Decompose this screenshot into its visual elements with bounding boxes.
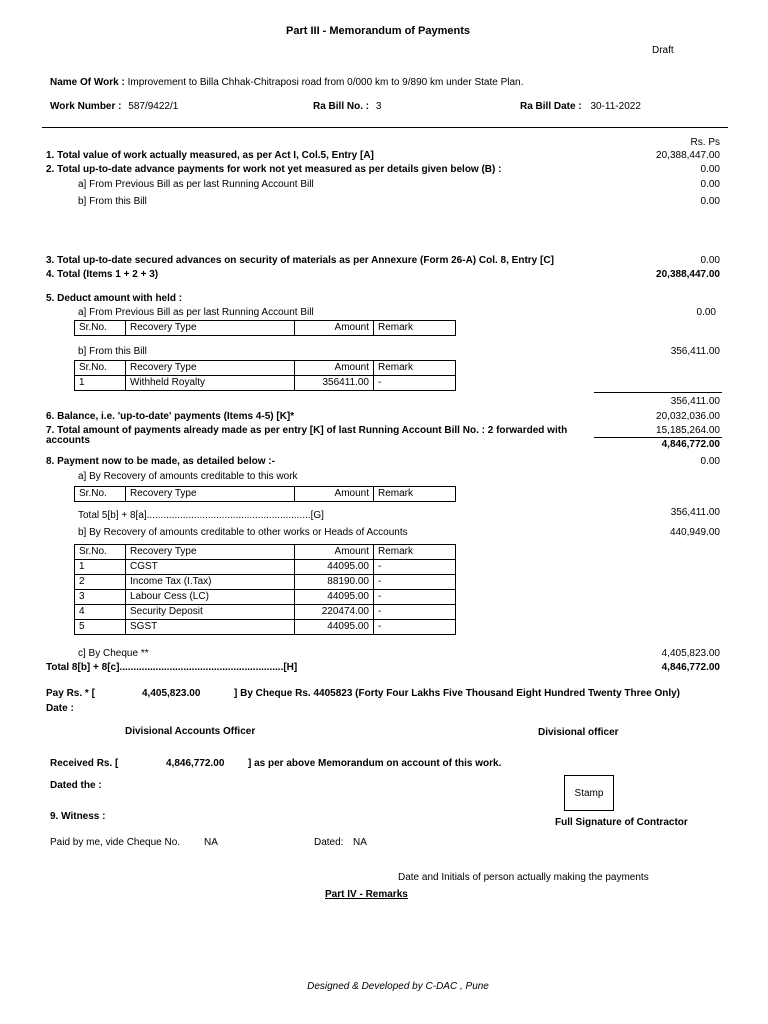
pay-date-label: Date : [46,703,74,714]
item-5-text: 5. Deduct amount with held : [46,293,183,304]
work-number-label: Work Number : [50,101,122,112]
ra-date-label: Ra Bill Date : [520,101,582,112]
paid-dated-label: Dated: [314,837,344,848]
item-2b-value: 0.00 [700,196,720,207]
item-8c-text: c] By Cheque ** [78,648,149,659]
total-8-text: Total 8[b] + 8[c]...........................................................[H] [46,662,298,673]
col-recovery-type: Recovery Type [126,361,295,376]
contractor-signature-label: Full Signature of Contractor [555,817,688,828]
col-srno: Sr.No. [75,321,126,336]
table-header-row [75,321,456,336]
item-4-text: 4. Total (Items 1 + 2 + 3) [46,269,159,280]
row-remark: - [374,575,456,590]
row-srno: 1 [75,376,126,391]
part4-title: Part IV - Remarks [325,889,408,900]
item-2-text: 2. Total up-to-date advance payments for work not yet measured as per details given below (B) : [46,164,502,175]
page-title: Part III - Memorandum of Payments [286,25,470,37]
item-8a-text: a] By Recovery of amounts creditable to this work [78,471,298,482]
initials-text: Date and Initials of person actually making the payments [398,872,649,883]
item-2a-value: 0.00 [700,179,720,190]
row-srno: 1 [75,560,126,575]
item-7-net: 4,846,772.00 [661,439,720,450]
table-row [75,560,456,575]
received-amount: 4,846,772.00 [166,758,225,769]
total-5b-8a-text: Total 5[b] + 8[a]...........................................................[G] [78,510,324,521]
item-5a-text: a] From Previous Bill as per last Running Account Bill [78,307,314,318]
recovery-table-8b [74,544,456,635]
col-srno: Sr.No. [75,545,126,560]
recovery-table-5a [74,320,456,336]
row-recovery-type: Labour Cess (LC) [126,590,295,605]
col-recovery-type: Recovery Type [126,487,295,502]
row-remark: - [374,620,456,635]
recovery-table-5b [74,360,456,391]
col-remark: Remark [374,361,456,376]
row-srno: 4 [75,605,126,620]
item-8-text: 8. Payment now to be made, as detailed below :- [46,456,275,467]
table-header-row [75,487,456,502]
col-srno: Sr.No. [75,487,126,502]
stamp-box: Stamp [564,775,614,811]
ra-bill-row [313,101,381,112]
col-remark: Remark [374,545,456,560]
table-row [75,605,456,620]
pay-cheque-text: ] By Cheque Rs. 4405823 (Forty Four Lakhs Five Thousand Eight Hundred Twenty Three Only) [234,688,681,699]
work-number-value: 587/9422/1 [128,101,179,112]
ra-bill-value: 3 [375,101,382,112]
pay-amount: 4,405,823.00 [142,688,201,699]
col-srno: Sr.No. [75,361,126,376]
col-amount: Amount [295,361,374,376]
dated-label: Dated the : [50,780,102,791]
item-8-value: 0.00 [700,456,720,467]
col-remark: Remark [374,321,456,336]
item-8b-value: 440,949.00 [669,527,720,538]
item-2a-text: a] From Previous Bill as per last Running Account Bill [78,179,314,190]
item-5a-value: 0.00 [696,307,716,318]
received-text: ] as per above Memorandum on account of this work. [248,758,502,769]
row-srno: 2 [75,575,126,590]
ra-bill-label: Ra Bill No. : [313,101,370,112]
currency-header: Rs. Ps [690,137,720,148]
header-divider [42,127,728,128]
work-name-value: Improvement to Billa Chhak-Chitraposi road from 0/000 km to 9/890 km under State Plan. [127,77,524,88]
row-remark: - [374,376,456,391]
row-srno: 3 [75,590,126,605]
item-1-value: 20,388,447.00 [656,150,720,161]
item-1-text: 1. Total value of work actually measured, as per Act I, Col.5, Entry [A] [46,150,374,161]
cheque-no-value: NA [204,837,218,848]
divisional-accounts-officer: Divisional Accounts Officer [125,726,256,737]
item-2b-text: b] From this Bill [78,196,147,207]
row-amount: 44095.00 [295,560,374,575]
item-6-value: 20,032,036.00 [656,411,720,422]
item-5-total: 356,411.00 [670,396,720,407]
table-header-row [75,545,456,560]
col-remark: Remark [374,487,456,502]
item-8b-text: b] By Recovery of amounts creditable to other works or Heads of Accounts [78,527,408,538]
row-recovery-type: SGST [126,620,295,635]
item-5b-value: 356,411.00 [670,346,720,357]
item-8c-value: 4,405,823.00 [661,648,720,659]
col-recovery-type: Recovery Type [126,545,295,560]
col-amount: Amount [295,545,374,560]
paid-dated-value: NA [353,837,367,848]
row-srno: 5 [75,620,126,635]
received-label: Received Rs. [ [50,758,119,769]
row-recovery-type: Withheld Royalty [126,376,295,391]
pay-label: Pay Rs. * [ [46,688,95,699]
table-header-row [75,361,456,376]
row-remark: - [374,590,456,605]
row-amount: 356411.00 [295,376,374,391]
col-recovery-type: Recovery Type [126,321,295,336]
row-recovery-type: CGST [126,560,295,575]
item-6-text: 6. Balance, i.e. 'up-to-date' payments (Items 4-5) [K]* [46,411,295,422]
row-recovery-type: Income Tax (I.Tax) [126,575,295,590]
total-8-value: 4,846,772.00 [661,662,720,673]
row-remark: - [374,605,456,620]
item-7-text-line1: 7. Total amount of payments already made as per entry [K] of last Running Account Bill No. : 2 forwarded with [46,425,568,436]
col-amount: Amount [295,321,374,336]
row-amount: 44095.00 [295,590,374,605]
row-amount: 44095.00 [295,620,374,635]
row-remark: - [374,560,456,575]
draft-status: Draft [652,45,674,56]
net-rule [594,437,722,438]
subtotal-rule [594,392,722,393]
item-2-value: 0.00 [700,164,720,175]
table-row [75,590,456,605]
paid-by-label: Paid by me, vide Cheque No. [50,837,181,848]
col-amount: Amount [295,487,374,502]
item-7-value: 15,185,264.00 [656,425,720,436]
item-4-value: 20,388,447.00 [656,269,720,280]
table-row [75,376,456,391]
work-name-label: Name Of Work : [50,77,125,88]
row-amount: 88190.00 [295,575,374,590]
item-3-text: 3. Total up-to-date secured advances on security of materials as per Annexure (Form 26-A) Col. 8, Entry [C] [46,255,554,266]
total-5b-8a-value: 356,411.00 [670,507,720,518]
recovery-table-8a [74,486,456,502]
ra-date-row [520,101,641,112]
work-name-row [50,77,523,88]
ra-date-value: 30-11-2022 [590,101,641,112]
item-7-text-line2: accounts [46,435,90,446]
row-recovery-type: Security Deposit [126,605,295,620]
footer-credit: Designed & Developed by C-DAC , Pune [307,981,489,992]
table-row [75,575,456,590]
table-row [75,620,456,635]
item-5b-text: b] From this Bill [78,346,147,357]
work-number-row [50,101,178,112]
divisional-officer: Divisional officer [538,727,619,738]
row-amount: 220474.00 [295,605,374,620]
item-3-value: 0.00 [700,255,720,266]
witness-label: 9. Witness : [50,811,106,822]
